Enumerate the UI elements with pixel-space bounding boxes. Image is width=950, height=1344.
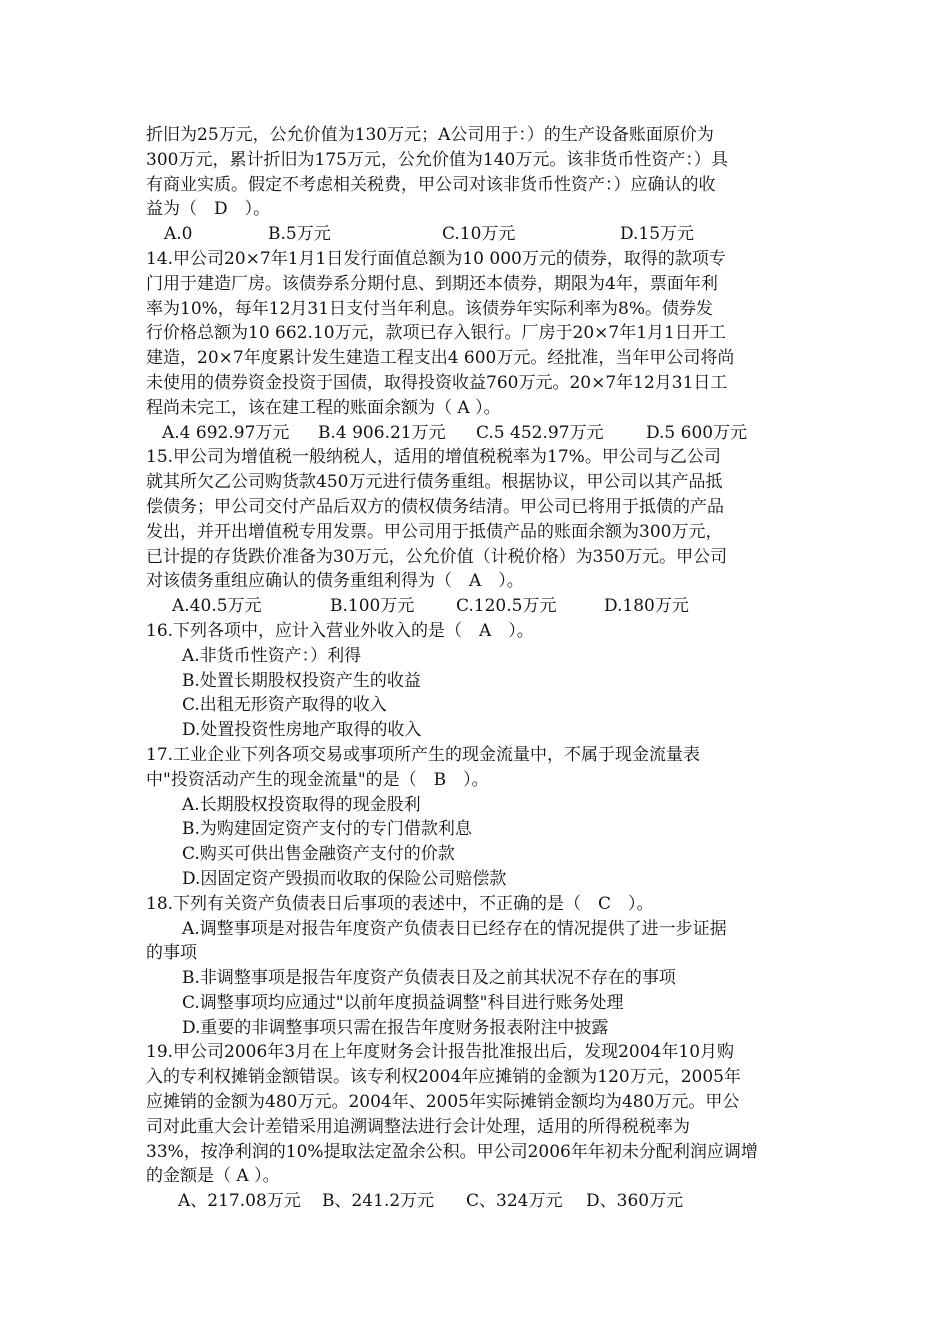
option-c: C.10万元 [442, 224, 516, 245]
question-text-line: 15.甲公司为增值税一般纳税人，适用的增值税税率为17%。甲公司与乙公司 [146, 447, 721, 468]
question-text-line: 19.甲公司2006年3月在上年度财务会计报告批准报出后，发现2004年10月购 [146, 1042, 735, 1063]
question-text-line: 就其所欠乙公司购货款450万元进行债务重组。根据协议，甲公司以其产品抵 [146, 472, 723, 493]
option-d: D.180万元 [604, 596, 689, 617]
question-text-line: 对该债务重组应确认的债务重组利得为（ A ）。 [146, 571, 524, 592]
question-text-line: 33%，按净利润的10%提取法定盈余公积。甲公司2006年年初未分配利润应调增 [146, 1141, 758, 1162]
question-stem: 16.下列各项中，应计入营业外收入的是（ A ）。 [146, 620, 534, 641]
question-text-line: 应摊销的金额为480万元。2004年、2005年实际摊销金额均为480万元。甲公 [146, 1092, 740, 1113]
question-text-line: 建造，20×7年度累计发生建造工程支出4 600万元。经批准，当年甲公司将尚 [146, 348, 735, 369]
option-d: D.5 600万元 [646, 422, 748, 443]
question-17 [146, 743, 814, 892]
question-stem: 18.下列有关资产负债表日后事项的表述中，不正确的是（ C ）。 [146, 893, 654, 914]
options-row [146, 1189, 814, 1214]
options-row [146, 421, 814, 446]
options-row [146, 222, 814, 247]
option-b: B.5万元 [268, 224, 331, 245]
question-text-line: 偿债务；甲公司交付产品后双方的债权债务结清。甲公司已将用于抵债的产品 [146, 496, 724, 517]
document-page [146, 123, 814, 1214]
option-b: B.100万元 [330, 596, 415, 617]
question-14 [146, 247, 814, 445]
option-c: C.购买可供出售金融资产支付的价款 [182, 844, 455, 865]
question-18 [146, 892, 814, 1041]
question-text-line: 未使用的债券资金投资于国债，取得投资收益760万元。20×7年12月31日工 [146, 372, 728, 393]
option-a: A.长期股权投资取得的现金股利 [182, 794, 421, 815]
question-text-line: 有商业实质。假定不考虑相关税费，甲公司对该非货币性资产：）应确认的收 [146, 174, 716, 195]
option-c: C.5 452.97万元 [476, 422, 604, 443]
option-d: D.重要的非调整事项只需在报告年度财务报表附注中披露 [182, 1017, 609, 1038]
question-text-line: 门用于建造厂房。该债券系分期付息、到期还本债券，期限为4年，票面年利 [146, 273, 718, 294]
option-c: C.调整事项均应通过"以前年度损益调整"科目进行账务处理 [182, 992, 624, 1013]
question-text-line: 行价格总额为10 662.10万元，款项已存入银行。厂房于20×7年1月1日开工 [146, 323, 726, 344]
question-text-line: 折旧为25万元，公允价值为130万元；A公司用于：）的生产设备账面原价为 [146, 125, 714, 145]
question-text-line: 已计提的存货跌价准备为30万元，公允价值（计税价格）为350万元。甲公司 [146, 546, 728, 567]
option-a: A.调整事项是对报告年度资产负债表日已经存在的情况提供了进一步证据 [182, 918, 727, 939]
option-b: B.为购建固定资产支付的专门借款利息 [182, 819, 472, 840]
option-c: C、324万元 [466, 1191, 563, 1212]
option-b: B.处置长期股权投资产生的收益 [182, 670, 421, 691]
question-text-line: 14.甲公司20×7年1月1日发行面值总额为10 000万元的债券，取得的款项专 [146, 248, 726, 269]
question-text-line: 发出，并开出增值税专用发票。甲公司用于抵债产品的账面余额为300万元， [146, 521, 723, 542]
question-text-line: 的金额是（ A ）。 [146, 1166, 280, 1187]
option-a: A.0 [164, 224, 193, 245]
question-text-line: 中"投资活动产生的现金流量"的是（ B ）。 [146, 769, 489, 790]
option-a: A.40.5万元 [172, 596, 262, 617]
question-text-line: 益为（ D ）。 [146, 199, 271, 220]
option-a: A、217.08万元 [178, 1191, 301, 1212]
question-19 [146, 1040, 814, 1214]
option-c: C.120.5万元 [456, 596, 557, 617]
option-b: B、241.2万元 [322, 1191, 435, 1212]
option-a-continuation: 的事项 [146, 943, 197, 964]
question-text-line: 率为10%，每年12月31日支付当年利息。该债券年实际利率为8%。债券发 [146, 298, 714, 319]
question-text-line: 17.工业企业下列各项交易或事项所产生的现金流量中，不属于现金流量表 [146, 744, 701, 765]
option-d: D.处置投资性房地产取得的收入 [182, 720, 422, 741]
option-a: A.非货币性资产：）利得 [182, 645, 362, 666]
option-b: B.4 906.21万元 [318, 422, 446, 443]
option-a: A.4 692.97万元 [162, 422, 290, 443]
option-d: D、360万元 [586, 1191, 684, 1212]
question-text-line: 程尚未完工，该在建工程的账面余额为（ A ）。 [146, 397, 501, 418]
question-text-line: 300万元，累计折旧为175万元，公允价值为140万元。该非货币性资产：）具 [146, 149, 728, 170]
question-16 [146, 619, 814, 743]
question-text-line: 司对此重大会计差错采用追溯调整法进行会计处理，适用的所得税税率为 [146, 1116, 690, 1137]
option-c: C.出租无形资产取得的收入 [182, 695, 387, 716]
option-d: D.15万元 [620, 224, 695, 245]
question-text-line: 入的专利权摊销金额错误。该专利权2004年应摊销的金额为120万元，2005年 [146, 1067, 741, 1088]
question-13 [146, 123, 814, 247]
option-d: D.因固定资产毁损而收取的保险公司赔偿款 [182, 868, 507, 889]
question-15 [146, 445, 814, 619]
option-b: B.非调整事项是报告年度资产负债表日及之前其状况不存在的事项 [182, 968, 676, 989]
options-row [146, 594, 814, 619]
